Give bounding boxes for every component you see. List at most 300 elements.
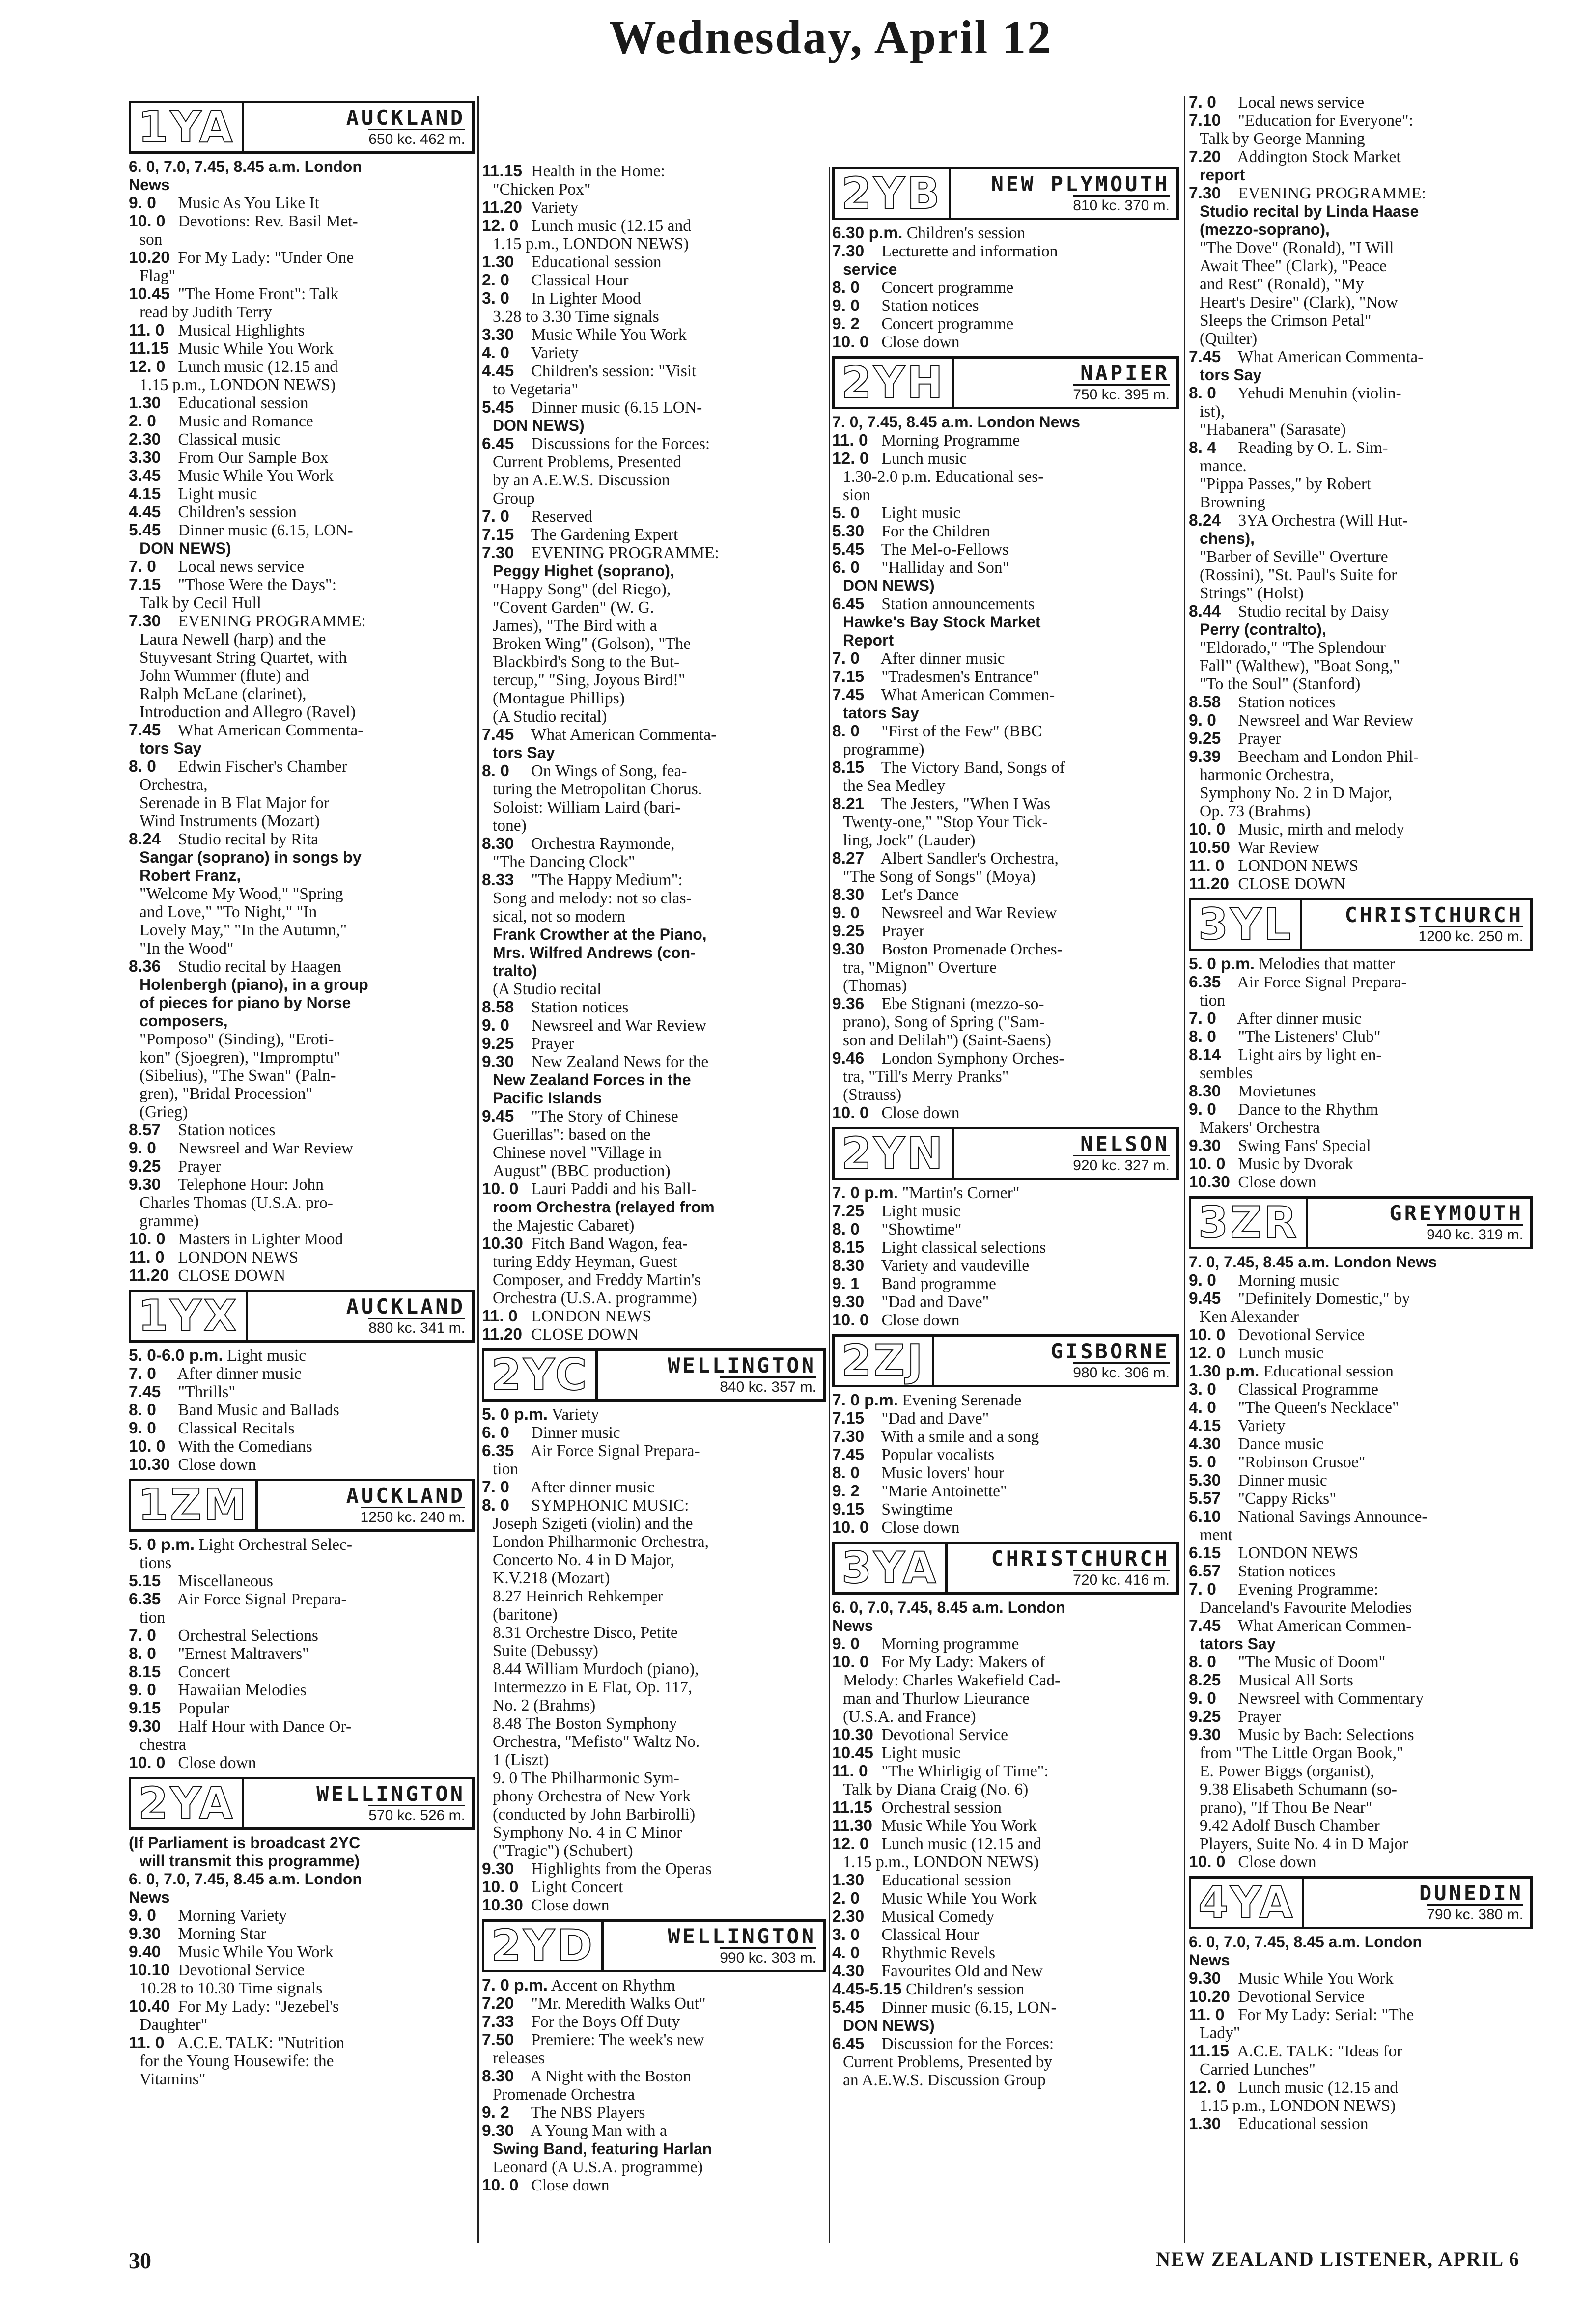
programme-line: [832, 1049, 1179, 1067]
programme-time: 12. 0: [1189, 2078, 1226, 2097]
programme-line: [482, 907, 826, 926]
programme-time: 12. 0: [832, 1835, 869, 1853]
programme-line: [832, 1031, 1179, 1049]
programme-text: Dance music: [1238, 1435, 1324, 1453]
programme-text: (If Parliament is broadcast 2YC: [129, 1834, 361, 1852]
station-city: AUCKLAND: [346, 105, 465, 130]
programme-text: tra, "Mignon" Overture: [843, 958, 997, 977]
programme-line: [482, 598, 826, 617]
programme-line: [129, 1572, 475, 1590]
programme-text: Talk by Cecil Hull: [140, 594, 261, 612]
programme-line: [832, 486, 1179, 504]
programme-time: 6.35: [482, 1442, 514, 1460]
programme-text: tors Say: [1200, 366, 1262, 384]
programme-text: For My Lady: Serial: "The: [1238, 2006, 1414, 2024]
programme-text: "Dad and Dave": [881, 1409, 989, 1428]
programme-time: 9. 0: [1189, 1271, 1216, 1290]
programme-line: [1189, 330, 1533, 348]
programme-line: [832, 2035, 1179, 2053]
programme-text: After dinner music: [530, 1478, 655, 1496]
programme-time: 7. 0: [129, 1365, 156, 1383]
programme-text: London Philharmonic Orchestra,: [493, 1533, 709, 1551]
programme-text: Lunch music (12.15 and: [178, 358, 338, 376]
programme-line: [1189, 1489, 1533, 1508]
programme-line: [482, 726, 826, 744]
programme-time: 8.57: [129, 1121, 161, 1139]
programme-text: Leonard (A U.S.A. programme): [493, 2158, 703, 2176]
page-number: 30: [129, 2248, 151, 2273]
programme-text: Swing Band, featuring Harlan: [493, 2140, 712, 2158]
programme-text: James), "The Bird with a: [493, 617, 657, 635]
programme-text: Joseph Szigeti (violin) and the: [493, 1515, 693, 1533]
programme-line: [482, 380, 826, 398]
programme-line: [129, 758, 475, 776]
programme-time: 10.30: [1189, 1173, 1230, 1191]
station-header: [832, 1542, 1179, 1595]
programme-line: [832, 1762, 1179, 1780]
programme-line: [482, 1642, 826, 1660]
programme-time: 6.35: [129, 1590, 161, 1608]
programme-line: [482, 453, 826, 471]
programme-text: Charles Thomas (U.S.A. pro-: [140, 1194, 333, 1212]
programme-text: From Our Sample Box: [178, 449, 329, 467]
programme-text: LONDON NEWS: [531, 1307, 652, 1325]
programme-line: [482, 2067, 826, 2085]
programme-time: 7. 0: [1189, 93, 1216, 112]
programme-text: Morning Star: [178, 1925, 266, 1943]
programme-line: [1189, 1853, 1533, 1871]
programme-line: [129, 1961, 475, 1979]
programme-text: Prayer: [1238, 730, 1281, 748]
programme-text: Sleeps the Crimson Petal": [1200, 311, 1372, 330]
programme-line: [482, 1405, 826, 1424]
programme-line: [482, 871, 826, 889]
programme-time: 3.30: [129, 449, 161, 467]
programme-text: 8.44 William Murdoch (piano),: [493, 1660, 699, 1678]
programme-line: [1189, 1046, 1533, 1064]
programme-line: [832, 1086, 1179, 1104]
programme-text: A Night with the Boston: [530, 2067, 692, 2085]
programme-text: 6. 0, 7.0, 7.45, 8.45 a.m. London: [832, 1599, 1065, 1616]
programme-text: Telephone Hour: John: [177, 1176, 324, 1194]
programme-text: Music While You Work: [531, 326, 687, 344]
programme-text: 1 (Liszt): [493, 1751, 549, 1769]
programme-time: 8.15: [129, 1663, 161, 1681]
programme-time: 3. 0: [832, 1926, 860, 1944]
programme-text: gren), "Bridal Procession": [140, 1085, 313, 1103]
station-city: DUNEDIN: [1419, 1881, 1523, 1905]
programme-line: [482, 744, 826, 762]
programme-text: 8.31 Orchestre Disco, Petite: [493, 1624, 678, 1642]
programme-time: 8.58: [482, 998, 514, 1016]
programme-text: Dinner music: [531, 1424, 620, 1442]
programme-text: Yehudi Menuhin (violin-: [1237, 384, 1401, 402]
programme-time: 1.30: [1189, 2115, 1221, 2133]
programme-line: [482, 762, 826, 780]
programme-line: [1189, 1290, 1533, 1308]
programme-line: [129, 830, 475, 848]
programme-time: 8. 0: [129, 1645, 156, 1663]
programme-time: 4.30: [832, 1962, 865, 1980]
programme-line: [482, 1216, 826, 1235]
programme-line: [482, 562, 826, 580]
programme-line: [832, 1617, 1179, 1635]
programme-line: [1189, 275, 1533, 293]
programme-line: [1189, 1064, 1533, 1082]
programme-time: 11.20: [129, 1266, 169, 1285]
programme-text: SYMPHONIC MUSIC:: [531, 1496, 689, 1515]
programme-text: son and Delilah") (Saint-Saens): [843, 1031, 1051, 1049]
programme-line: [832, 995, 1179, 1013]
programme-time: 7. 0: [129, 1627, 156, 1645]
programme-line: [1189, 820, 1533, 839]
programme-line: [129, 1067, 475, 1085]
programme-line: [129, 703, 475, 721]
programme-line: [1189, 1417, 1533, 1435]
programme-text: 6. 0, 7.0, 7.45, 8.45 a.m. London: [1189, 1933, 1422, 1951]
programme-time: 8. 0: [1189, 1653, 1216, 1671]
programme-line: [1189, 875, 1533, 893]
programme-line: [1189, 112, 1533, 130]
programme-time: 4.15: [1189, 1417, 1221, 1435]
programme-text: News: [129, 176, 170, 194]
programme-text: Concert programme: [881, 315, 1014, 333]
programme-line: [1189, 1380, 1533, 1399]
programme-time: 9.30: [129, 1717, 161, 1736]
programme-text: Lunch music (12.15 and: [881, 1835, 1042, 1853]
programme-text: Lecturette and information: [881, 242, 1058, 260]
programme-text: Prayer: [531, 1035, 574, 1053]
programme-text: Light music: [178, 485, 257, 503]
programme-line: [482, 1235, 826, 1253]
programme-text: Melody: Charles Wakefield Cad-: [843, 1671, 1061, 1689]
programme-line: [832, 1013, 1179, 1031]
programme-text: Symphony No. 4 in C Minor: [493, 1824, 682, 1842]
programme-text: Music While You Work: [178, 1943, 334, 1961]
programme-line: [832, 1980, 1179, 1998]
programme-line: [129, 685, 475, 703]
station-callsign: 2YN: [835, 1129, 954, 1178]
programme-text: Band Music and Ballads: [178, 1401, 339, 1419]
programme-time: 8. 0: [832, 1220, 860, 1238]
programme-time: 5. 0: [1189, 1453, 1216, 1471]
programme-line: [482, 1162, 826, 1180]
programme-text: Await Thee" (Clark), "Peace: [1200, 257, 1387, 275]
programme-text: Studio recital by Linda Haase: [1200, 202, 1419, 220]
programme-time: 7.45: [1189, 348, 1221, 366]
programme-text: "The Queen's Necklace": [1238, 1399, 1399, 1417]
programme-text: Music by Dvorak: [1238, 1155, 1353, 1173]
station-city: WELLINGTON: [316, 1781, 465, 1806]
programme-line: [832, 1744, 1179, 1762]
programme-text: EVENING PROGRAMME:: [178, 612, 366, 630]
programme-time: 10. 0: [1189, 1326, 1226, 1344]
programme-line: [832, 1853, 1179, 1871]
programme-line: [1189, 1562, 1533, 1580]
programme-line: [129, 1536, 475, 1554]
programme-text: (Sibelius), "The Swan" (Paln-: [140, 1067, 336, 1085]
programme-line: [482, 944, 826, 962]
programme-line: [482, 2013, 826, 2031]
station-frequency: 880 kc. 341 m.: [368, 1318, 465, 1337]
programme-text: What American Commenta-: [177, 721, 364, 739]
programme-line: [832, 758, 1179, 777]
programme-line: [482, 235, 826, 253]
programme-line: [832, 260, 1179, 279]
programme-line: [482, 1660, 826, 1678]
programme-time: 3.30: [482, 326, 514, 344]
programme-line: [1189, 1817, 1533, 1835]
programme-line: [482, 2158, 826, 2176]
programme-line: [129, 1085, 475, 1103]
programme-time: 9.39: [1189, 748, 1221, 766]
programme-text: LONDON NEWS: [1238, 1544, 1359, 1562]
programme-text: mance.: [1200, 457, 1247, 475]
programme-text: Lunch music: [1238, 1344, 1324, 1362]
programme-text: Newsreel and War Review: [531, 1016, 707, 1035]
programme-text: "Mr. Meredith Walks Out": [531, 1994, 706, 2013]
programme-line: [1189, 511, 1533, 530]
programme-time: 8.21: [832, 795, 865, 813]
programme-text: Studio recital by Daisy: [1238, 602, 1390, 620]
programme-line: [482, 162, 826, 180]
programme-text: Orchestra,: [140, 776, 208, 794]
programme-line: [1189, 548, 1533, 566]
station-header: [832, 1334, 1179, 1387]
programme-line: [129, 449, 475, 467]
programme-text: Pacific Islands: [493, 1089, 602, 1107]
programme-line: [1189, 1933, 1533, 1951]
programme-text: 3.28 to 3.30 Time signals: [493, 308, 659, 326]
programme-text: Beecham and London Phil-: [1238, 748, 1419, 766]
programme-text: Classical Hour: [531, 271, 629, 289]
station-header: [482, 1919, 826, 1972]
programme-text: "Definitely Domestic," by: [1238, 1290, 1410, 1308]
programme-text: Light Concert: [531, 1878, 623, 1896]
programme-time: 7.50: [482, 2031, 514, 2049]
programme-text: Children's session: [905, 1980, 1025, 1998]
station-frequency: 990 kc. 303 m.: [720, 1947, 816, 1966]
programme-line: [129, 1194, 475, 1212]
programme-line: [832, 1500, 1179, 1518]
programme-line: [482, 1587, 826, 1605]
station-callsign: 2YA: [131, 1779, 244, 1827]
programme-text: After dinner music: [1237, 1010, 1362, 1028]
programme-time: 9. 0: [1189, 1100, 1216, 1119]
station-city: AUCKLAND: [346, 1294, 465, 1319]
programme-time: 9. 2: [832, 315, 860, 333]
programme-line: [1189, 221, 1533, 239]
programme-line: [129, 612, 475, 630]
programme-line: [129, 1230, 475, 1248]
programme-text: 10.28 to 10.30 Time signals: [140, 1979, 323, 1997]
programme-line: [129, 994, 475, 1012]
programme-time: 7.30: [832, 1428, 865, 1446]
programme-text: "The Song of Songs" (Moya): [843, 868, 1036, 886]
programme-line: [482, 1180, 826, 1198]
programme-text: "To the Soul" (Stanford): [1200, 675, 1361, 693]
programme-text: Orchestral session: [881, 1798, 1002, 1817]
programme-text: room Orchestra (relayed from: [493, 1198, 715, 1216]
programme-time: 8.36: [129, 957, 161, 976]
programme-line: [1189, 1173, 1533, 1191]
programme-text: Light music: [881, 1744, 961, 1762]
programme-line: [482, 1515, 826, 1533]
programme-line: [832, 1518, 1179, 1537]
programme-time: 12. 0: [129, 358, 166, 376]
programme-line: [129, 1139, 475, 1157]
programme-time: 4.45-5.15: [832, 1980, 902, 1998]
programme-text: "The Dove" (Ronald), "I Will: [1200, 239, 1394, 257]
programme-time: 8. 0: [129, 1401, 156, 1419]
programme-text: Song and melody: not so clas-: [493, 889, 692, 907]
programme-line: [482, 544, 826, 562]
programme-line: [1189, 148, 1533, 166]
programme-line: [129, 303, 475, 321]
programme-text: Symphony No. 2 in D Major,: [1200, 784, 1393, 802]
programme-text: Music As You Like It: [178, 194, 319, 212]
programme-line: [1189, 2115, 1533, 2133]
programme-line: [129, 1627, 475, 1645]
programme-text: (conducted by John Barbirolli): [493, 1805, 696, 1824]
programme-line: [1189, 184, 1533, 202]
programme-line: [1189, 1399, 1533, 1417]
programme-line: [832, 686, 1179, 704]
programme-text: Ralph McLane (clarinet),: [140, 685, 307, 703]
programme-text: New Zealand Forces in the: [493, 1071, 691, 1089]
programme-time: 8.15: [832, 758, 865, 777]
programme-line: [832, 1391, 1179, 1409]
programme-time: 11. 0: [832, 431, 868, 449]
station-header: [832, 356, 1179, 409]
programme-text: Current Problems, Presented by: [843, 2053, 1053, 2071]
programme-text: "Welcome My Wood," "Spring: [140, 885, 343, 903]
programme-line: [1189, 784, 1533, 802]
programme-text: 9.38 Elisabeth Schumann (so-: [1200, 1780, 1397, 1798]
programme-text: Current Problems, Presented: [493, 453, 682, 471]
programme-time: 10.20: [129, 249, 170, 267]
programme-line: [1189, 402, 1533, 421]
station-city: GREYMOUTH: [1389, 1201, 1523, 1225]
programme-text: On Wings of Song, fea-: [531, 762, 687, 780]
programme-text: and Rest" (Ronald), "My: [1200, 275, 1364, 293]
programme-text: Studio recital by Rita: [178, 830, 319, 848]
programme-line: [129, 667, 475, 685]
programme-text: DON NEWS): [843, 577, 935, 594]
programme-text: Educational session: [1263, 1362, 1394, 1380]
programme-text: Morning Variety: [178, 1907, 287, 1925]
programme-text: "Happy Song" (del Riego),: [493, 580, 671, 598]
programme-text: DON NEWS): [140, 539, 231, 557]
programme-text: Lunch music (12.15 and: [1238, 2078, 1399, 2097]
programme-text: Dinner music: [1238, 1471, 1327, 1489]
programme-text: "The Listeners' Club": [1238, 1028, 1381, 1046]
programme-time: 7.30: [482, 544, 514, 562]
programme-text: With a smile and a song: [881, 1428, 1039, 1446]
programme-line: [482, 1253, 826, 1271]
programme-time: 11.20: [482, 198, 522, 217]
programme-text: Classical Hour: [881, 1926, 979, 1944]
programme-line: [832, 1275, 1179, 1293]
programme-text: Newsreel and War Review: [881, 904, 1057, 922]
programme-line: [482, 962, 826, 980]
programme-line: [129, 1157, 475, 1176]
programme-line: [1189, 1599, 1533, 1617]
programme-line: [482, 1107, 826, 1125]
programme-line: [1189, 130, 1533, 148]
programme-text: The Mel-o-Fellows: [881, 540, 1009, 559]
programme-text: Wind Instruments (Mozart): [140, 812, 320, 830]
programme-line: [482, 1271, 826, 1289]
programme-line: [129, 1834, 475, 1852]
programme-text: Reading by O. L. Sim-: [1238, 439, 1388, 457]
programme-text: Concert programme: [881, 279, 1014, 297]
station-city: CHRISTCHURCH: [991, 1546, 1170, 1571]
programme-time: 10.40: [129, 1997, 170, 2016]
programme-line: [1189, 675, 1533, 693]
programme-line: [1189, 1471, 1533, 1489]
programme-text: (baritone): [493, 1605, 558, 1624]
programme-text: Talk by Diana Craig (No. 6): [843, 1780, 1029, 1798]
programme-line: [129, 1030, 475, 1048]
programme-line: [1189, 2078, 1533, 2097]
programme-text: Close down: [178, 1754, 256, 1772]
programme-text: Let's Dance: [881, 886, 959, 904]
programme-text: Guerillas": based on the: [493, 1125, 651, 1144]
programme-text: Musical All Sorts: [1238, 1671, 1353, 1689]
programme-text: an A.E.W.S. Discussion Group: [843, 2071, 1046, 2089]
programme-text: Close down: [881, 1104, 960, 1122]
programme-text: Strings" (Holst): [1200, 584, 1304, 602]
programme-time: 11. 0: [1189, 857, 1225, 875]
programme-line: [482, 998, 826, 1016]
programme-text: News: [1189, 1951, 1230, 1969]
programme-time: 11.20: [482, 1325, 522, 1344]
programme-text: Close down: [1238, 1853, 1316, 1871]
programme-time: 12. 0: [832, 449, 869, 468]
programme-line: [832, 1926, 1179, 1944]
programme-text: Lunch music (12.15 and: [531, 217, 692, 235]
programme-text: Prayer: [178, 1157, 221, 1176]
programme-time: 8. 0: [129, 758, 156, 776]
programme-line: [832, 1726, 1179, 1744]
programme-text: Ebe Stignani (mezzo-so-: [881, 995, 1044, 1013]
programme-line: [482, 2140, 826, 2158]
programme-text: Hawaiian Melodies: [178, 1681, 307, 1699]
programme-text: The NBS Players: [531, 2104, 645, 2122]
station-header: [482, 1348, 826, 1402]
programme-line: [129, 1997, 475, 2016]
programme-line: [129, 249, 475, 267]
programme-time: 8.15: [832, 1238, 865, 1257]
programme-line: [482, 362, 826, 380]
programme-time: 10. 0: [482, 1180, 519, 1198]
programme-line: [129, 1852, 475, 1870]
programme-text: Dance to the Rhythm: [1238, 1100, 1378, 1119]
programme-line: [1189, 439, 1533, 457]
programme-text: Light music: [881, 504, 961, 522]
programme-time: 11.15: [832, 1798, 872, 1817]
programme-text: (Rossini), "St. Paul's Suite for: [1200, 566, 1397, 584]
programme-time: 10.30: [482, 1896, 523, 1914]
programme-text: Popular vocalists: [881, 1446, 995, 1464]
station-callsign: 3ZR: [1191, 1199, 1308, 1247]
programme-time: 4. 0: [482, 344, 509, 362]
programme-text: Newsreel and War Review: [1238, 711, 1414, 730]
programme-time: 1.30: [832, 1871, 865, 1889]
programme-time: 12. 0: [1189, 1344, 1226, 1362]
programme-time: 9. 0: [129, 1907, 156, 1925]
